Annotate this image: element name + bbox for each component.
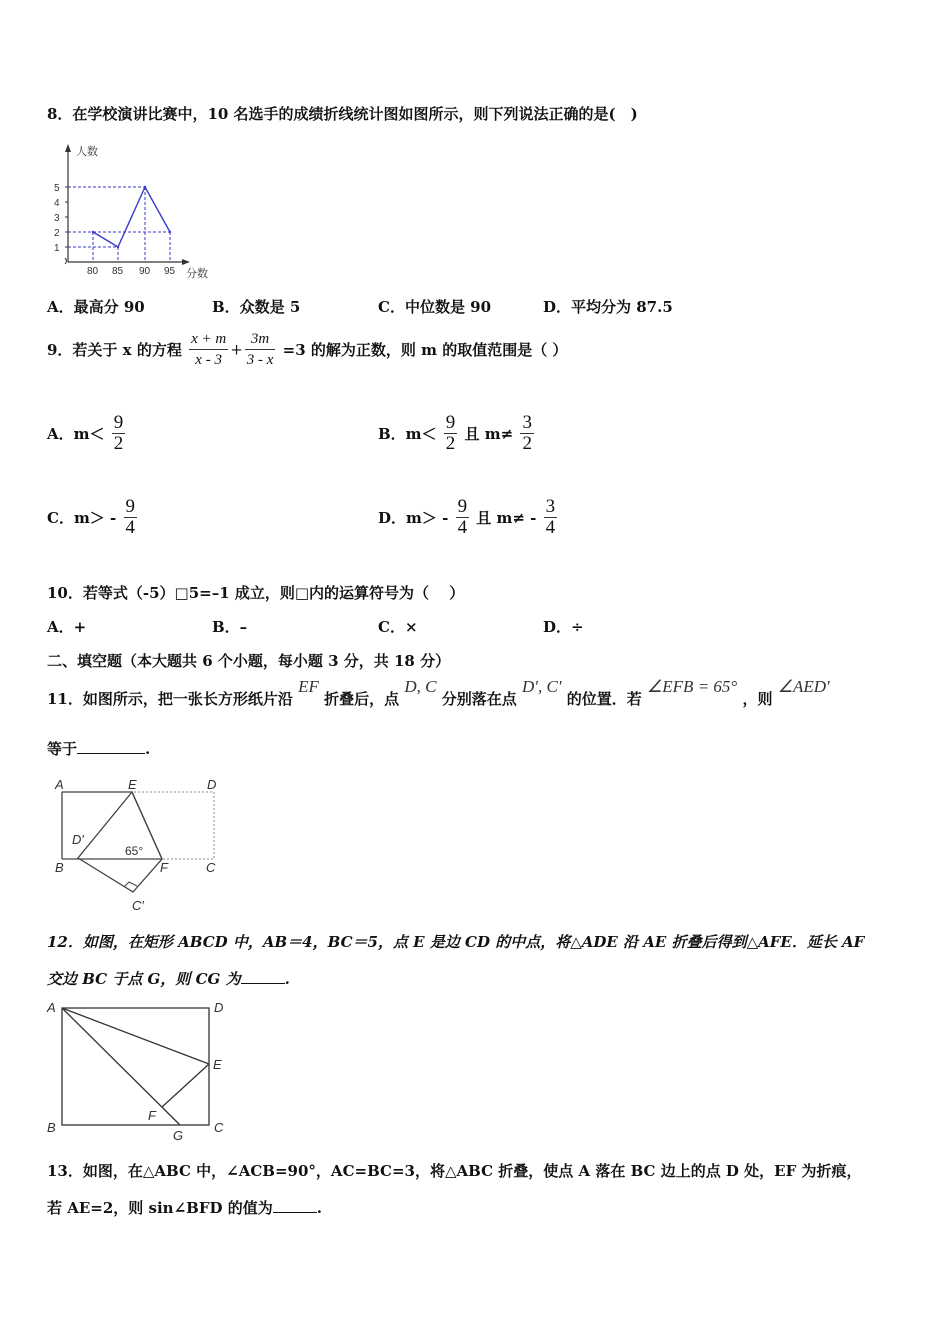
q9-b-mid: 且 m≠: [464, 425, 514, 443]
data-point-90: [144, 186, 146, 188]
q9-option-b: [378, 413, 536, 454]
q11-part: ，则: [742, 690, 773, 708]
label-a: A: [55, 777, 64, 792]
q8-option-d: D．平均分为 87.5: [543, 298, 673, 316]
q9-a-fraction: [112, 413, 126, 454]
label-c: C: [214, 1120, 224, 1135]
den: 4: [125, 517, 135, 538]
label-c-prime: C′: [132, 898, 144, 913]
q13-line1: 13．如图，在△ABC 中，∠ACB=90°，AC=BC=3，将△ABC 折叠，使点 A 落在 BC 边上的点 D 处，EF 为折痕，: [47, 1162, 862, 1180]
q9-d-mid: 且 m≠ -: [476, 509, 537, 527]
q9-prefix: 9．若关于 x 的方程: [47, 341, 182, 359]
q13-line2: [47, 1197, 322, 1218]
q9-f1-numerator: x + m: [189, 329, 228, 350]
label-e: E: [213, 1057, 222, 1072]
q9-d-label: D．m＞ -: [378, 509, 449, 527]
y-tick-label-3: 3: [54, 213, 60, 224]
x-axis-arrow: [182, 259, 190, 265]
q11-equals-label: 等于: [47, 740, 78, 758]
q9-option-d: [378, 497, 559, 538]
q11-answer-blank[interactable]: [77, 753, 145, 754]
q9-option-a: [47, 413, 127, 454]
label-b: B: [55, 860, 64, 875]
folded-part: [78, 792, 162, 892]
q11-math-dc-prime: D′, C′: [522, 677, 562, 696]
q9-b-label: B．m＜: [378, 425, 437, 443]
x-axis-title: 分数: [186, 268, 208, 280]
angle-label: 65°: [125, 844, 144, 858]
x-tick-label-80: 80: [87, 266, 99, 277]
rectangle-abcd: [62, 1008, 209, 1125]
x-tick-label-90: 90: [139, 266, 151, 277]
q11-math-angle-efb: ∠EFB = 65°: [647, 677, 738, 696]
y-axis-title: 人数: [76, 146, 98, 158]
axis-break: [65, 258, 67, 264]
num: 9: [445, 412, 456, 433]
q12-answer-blank[interactable]: [241, 983, 285, 984]
num: 3: [522, 412, 532, 433]
q9-option-c: [47, 497, 139, 538]
right-angle-mark: [124, 882, 137, 887]
q9-fraction-1: [189, 329, 228, 370]
q11-line2: [47, 738, 150, 759]
q9-stem: [47, 329, 567, 370]
q9-c-label: C．m＞ -: [47, 509, 117, 527]
q11-period: .: [145, 740, 151, 758]
den: 2: [522, 433, 532, 454]
y-axis-arrow: [65, 144, 71, 152]
den: 2: [445, 433, 456, 454]
num: 9: [125, 496, 135, 517]
q10-stem: 10．若等式（-5）□5=–1 成立，则□内的运算符号为（ ）: [47, 584, 465, 602]
q11-stem: [47, 676, 830, 710]
q11-math-angle-aed: ∠AED′: [777, 677, 830, 696]
q13-answer-blank[interactable]: [273, 1212, 317, 1213]
q9-f2-numerator: 3m: [245, 329, 276, 350]
y-tick-label-5: 5: [54, 183, 60, 194]
q9-fraction-2: [245, 329, 276, 370]
q8-stem: 8．在学校演讲比赛中，10 名选手的成绩折线统计图如图所示，则下列说法正确的是( ): [47, 105, 638, 123]
q13-period: .: [316, 1199, 322, 1217]
q11-part: 的位置．若: [566, 690, 642, 708]
q9-f2-denominator: 3 - x: [246, 352, 274, 368]
label-f: F: [160, 860, 168, 875]
label-e: E: [128, 777, 137, 792]
label-d-prime: D′: [72, 832, 84, 847]
data-point-80: [92, 231, 94, 233]
q8-option-c: C．中位数是 90: [378, 298, 492, 316]
series-line: [93, 187, 170, 247]
y-tick-label-1: 1: [54, 243, 60, 254]
label-d: D: [214, 1000, 224, 1015]
q10-option-c: C．×: [378, 618, 418, 636]
section-heading: 二、填空题（本大题共 6 个小题，每小题 3 分，共 18 分）: [47, 652, 451, 670]
q9-a-label: A．m＜: [47, 425, 105, 443]
num: 3: [545, 496, 556, 517]
den: 4: [545, 517, 556, 538]
q8-option-a: A．最高分 90: [47, 298, 145, 316]
q12-line2: [47, 968, 290, 989]
label-f: F: [148, 1108, 156, 1123]
data-point-85: [117, 246, 119, 248]
q10-option-d: D．÷: [543, 618, 584, 636]
q9-b-fraction-2: [520, 413, 534, 454]
q9-suffix: =3 的解为正数，则 m 的取值范围是（ ）: [282, 341, 568, 359]
q10-option-a: A．+: [47, 618, 87, 636]
q12-line1: 12．如图，在矩形 ABCD 中，AB＝4，BC＝5，点 E 是边 CD 的中点，将△ADE 沿 AE 折叠后得到△AFE．延长 AF: [47, 933, 865, 951]
q9-plus: +: [230, 340, 243, 359]
q12-text: 交边 BC 于点 G，则 CG 为: [47, 970, 241, 988]
label-c: C: [206, 860, 216, 875]
q11-math-ef: EF: [298, 677, 319, 696]
q8-line-chart: [48, 140, 228, 282]
q11-part: 分别落在点: [441, 690, 517, 708]
label-d: D: [207, 777, 217, 792]
q12-period: .: [284, 970, 290, 988]
q9-f1-denominator: x - 3: [195, 352, 222, 368]
segment-ae: [62, 1008, 209, 1064]
num: 9: [113, 412, 124, 433]
y-tick-label-4: 4: [54, 198, 60, 209]
q9-b-fraction: [444, 413, 458, 454]
label-b: B: [47, 1120, 56, 1135]
q13-text: 若 AE=2，则 sin∠BFD 的值为: [47, 1199, 273, 1217]
q11-part: 折叠后，点: [324, 690, 400, 708]
den: 2: [113, 433, 124, 454]
q11-figure: [50, 772, 230, 914]
x-tick-label-95: 95: [164, 266, 176, 277]
q9-c-fraction: [124, 497, 138, 538]
data-point-95: [169, 231, 171, 233]
x-tick-label-85: 85: [112, 266, 124, 277]
q9-d-fraction: [456, 497, 470, 538]
label-a: A: [47, 1000, 56, 1015]
q8-option-b: B．众数是 5: [212, 298, 301, 316]
q9-d-fraction-2: [544, 497, 558, 538]
q10-option-b: B．–: [212, 618, 248, 636]
segment-ef: [162, 1064, 209, 1107]
q12-figure: [44, 998, 234, 1146]
num: 9: [457, 496, 468, 517]
segment-ag: [62, 1008, 180, 1125]
label-g: G: [173, 1128, 184, 1143]
q11-math-dc: D, C: [404, 677, 437, 696]
q11-part: 11．如图所示，把一张长方形纸片沿: [47, 690, 293, 708]
den: 4: [457, 517, 468, 538]
y-tick-label-2: 2: [54, 228, 60, 239]
